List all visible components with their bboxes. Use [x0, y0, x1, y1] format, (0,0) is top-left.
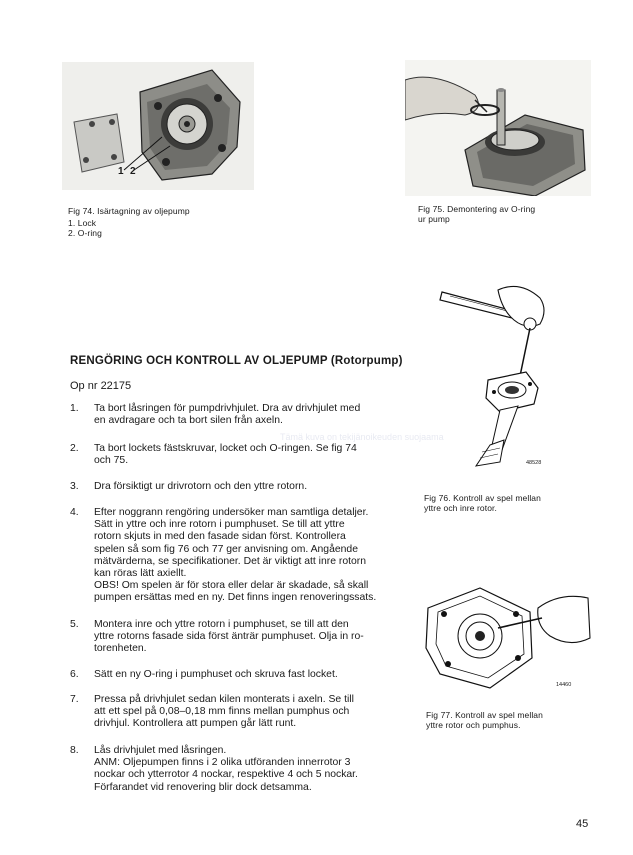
fig74-callout-2: 2	[130, 166, 136, 177]
fig74-legend-item-1: 1. Lock	[68, 218, 97, 228]
step-number: 3.	[70, 481, 79, 492]
oil-pump-cover-illustration	[62, 62, 254, 190]
step-line: och 75.	[94, 455, 129, 467]
feeler-gauge-rotor-check-drawing	[430, 280, 560, 480]
step-text	[94, 619, 424, 656]
step-number: 2.	[70, 443, 79, 454]
step-line: Sätt en ny O-ring i pumphuset och skruva fast locket.	[94, 669, 338, 680]
step-line: Dra försiktigt ur drivrotorn och den yttre rotorn.	[94, 481, 308, 492]
fig75-caption	[418, 204, 535, 224]
step-text	[94, 403, 424, 427]
fig77-caption-line-2: yttre rotor och pumphus.	[426, 720, 521, 730]
fig77-caption	[426, 710, 543, 730]
step-line: kan röras lätt axiellt.	[94, 568, 187, 580]
step-line: torenheten.	[94, 643, 147, 655]
step-line: Förfarandet vid renovering blir dock detsamma.	[94, 781, 312, 793]
fig77-ref-number: 14460	[556, 682, 572, 688]
fig75-photo	[405, 60, 591, 196]
fig75-caption-line-1: Fig 75. Demontering av O-ring	[418, 204, 536, 214]
step-line: mätvärderna, se specifikationer. Det är viktigt att inre rotorn	[94, 555, 367, 567]
step-line: Montera inre och yttre rotorn i pumphuset, se till att den	[94, 619, 349, 630]
step-text	[94, 507, 424, 605]
fig74-caption-title: Fig 74. Isärtagning av oljepump	[68, 206, 190, 216]
step-line: Sätt in yttre och inre rotorn i pumphuset. Se till att yttre	[94, 519, 345, 531]
step-line: nockar och ytterrotor 4 nockar, respektive 4 och 5 nockar.	[94, 769, 358, 781]
fig76-caption	[424, 493, 541, 513]
operation-number: Op nr 22175	[70, 380, 132, 392]
step-line: spelen så som fig 76 och 77 ger anvisning om. Angående	[94, 543, 358, 555]
fig77-caption-line-1: Fig 77. Kontroll av spel mellan	[426, 710, 543, 720]
step-number: 4.	[70, 507, 79, 518]
step-line: ANM: Oljepumpen finns i 2 olika utföranden innerrotor 3	[94, 757, 351, 769]
fig76-illustration	[430, 280, 560, 480]
fig75-caption-line-2: ur pump	[418, 214, 450, 224]
fig74-legend-item-2: 2. O-ring	[68, 228, 102, 238]
step-number: 8.	[70, 745, 79, 756]
fig74-photo	[62, 62, 254, 190]
step-line: pumpen ersättas med en ny. Det finns ingen renoveringssats.	[94, 592, 377, 604]
step-line: yttre rotorns fasade sida först änträr pumphuset. Olja in ro-	[94, 631, 364, 643]
step-text	[94, 745, 424, 794]
step-line: drivhjul. Kontrollera att pumpen går lätt runt.	[94, 718, 297, 730]
step-line: OBS! Om spelen är för stora eller delar är skadade, så skall	[94, 580, 369, 592]
step-text	[94, 443, 424, 467]
step-number: 6.	[70, 669, 79, 680]
step-number: 7.	[70, 694, 79, 705]
page-number: 45	[576, 818, 589, 830]
step-line: Lås drivhjulet med låsringen.	[94, 745, 227, 756]
step-line: Efter noggrann rengöring undersöker man samtliga detaljer.	[94, 507, 369, 518]
watermark-text: Tämä kuva on tekijänoikeuden suojaama	[280, 432, 444, 442]
step-line: Ta bort lockets fästskruvar, locket och O-ringen. Se fig 74	[94, 443, 357, 454]
o-ring-removal-illustration	[405, 60, 591, 196]
step-line: rotorn skjuts in med den fasade sidan först. Kontrollera	[94, 531, 346, 543]
step-line: Pressa på drivhjulet sedan kilen monterats i axeln. Se till	[94, 694, 354, 705]
fig74-callout-1: 1	[118, 166, 124, 177]
section-heading: RENGÖRING OCH KONTROLL AV OLJEPUMP (Rotorpump)	[70, 355, 403, 367]
step-line: Ta bort låsringen för pumpdrivhjulet. Dra av drivhjulet med	[94, 403, 361, 414]
step-line: en avdragare och ta bort silen från axeln.	[94, 415, 283, 427]
step-text	[94, 669, 424, 681]
step-number: 5.	[70, 619, 79, 630]
step-number: 1.	[70, 403, 79, 414]
fig76-caption-line-1: Fig 76. Kontroll av spel mellan	[424, 493, 541, 503]
fig77-illustration	[420, 578, 592, 700]
step-text	[94, 481, 424, 493]
step-text	[94, 694, 424, 731]
fig76-caption-line-2: yttre och inre rotor.	[424, 503, 497, 513]
fig76-ref-number: 48528	[526, 460, 542, 466]
fig74-caption	[68, 206, 190, 238]
step-line: att ett spel på 0,08–0,18 mm finns mellan pumphus och	[94, 706, 350, 718]
